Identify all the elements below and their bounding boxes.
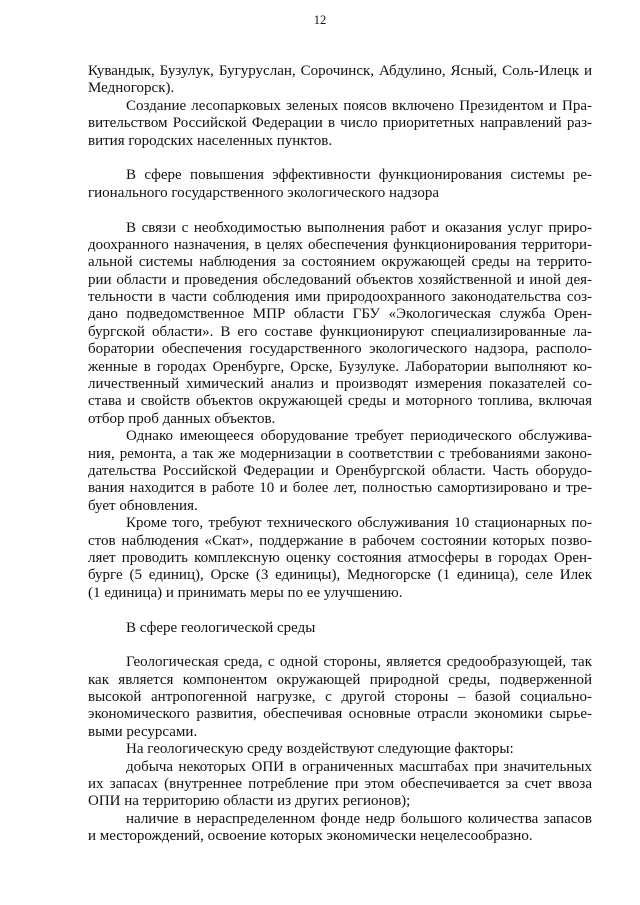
text-line: выми ресурсами. <box>88 723 198 740</box>
paragraph-geological-environment <box>88 654 592 741</box>
text-line: добыча некоторых ОПИ в ограниченных масштабах при значительных <box>126 758 592 775</box>
text-line: Медногорск). <box>88 80 175 97</box>
text-line: ния, ремонта, а так же модернизации в соответствии с требованиями законо- <box>88 445 592 462</box>
text-line: дано подведомственное МПР области ГБУ «Экологическая служба Орен- <box>88 306 592 323</box>
text-line: тельности в части соблюдения ими природоохранного законодательства соз- <box>88 289 592 306</box>
section-heading-geological-environment <box>88 620 592 637</box>
paragraph-green-belts <box>88 98 592 150</box>
text-line: Создание лесопарковых зеленых поясов включено Президентом и Пра- <box>126 97 592 114</box>
text-line: альной системы наблюдения за состоянием окружающей среды на террито- <box>88 254 592 271</box>
text-line: доохранного назначения, в целях обеспечения функционирования территори- <box>88 236 592 253</box>
text-line: личественный химический анализ и производят измерения показателей со- <box>88 376 592 393</box>
paragraph-ecological-service <box>88 220 592 429</box>
text-line: Кувандык, Бузулук, Бугуруслан, Сорочинск, Абдулино, Ясный, Соль-Илецк и <box>88 63 592 79</box>
paragraph-factors-intro <box>88 741 592 758</box>
text-line: как является компонентом окружающей природной среды, подверженной <box>88 671 592 688</box>
text-line: вительством Российской Федерации в число приоритетных направлений раз- <box>88 115 592 132</box>
body-text <box>88 63 592 846</box>
page-number: 12 <box>313 13 327 27</box>
text-line: экономического развития, обеспечивая основные отрасли экономики сырье- <box>88 706 592 723</box>
text-line: вития городских населенных пунктов. <box>88 132 333 149</box>
text-line: их запасах (внутреннее потребление при этом обеспечивается за счет ввоза <box>88 776 592 793</box>
text-line: ляет проводить комплексную оценку состояния атмосферы в городах Орен- <box>88 549 592 566</box>
text-line: и месторождений, освоение которых экономически нецелесообразно. <box>88 828 533 845</box>
text-line: отбор проб данных объектов. <box>88 410 276 427</box>
text-line: На геологическую среду воздействуют следующие факторы: <box>126 741 514 758</box>
text-line: наличие в нераспределенном фонде недр большого количества запасов <box>126 810 592 827</box>
text-line: высокой антропогенной нагрузке, с другой стороны – базой социально- <box>88 689 592 706</box>
paragraph-equipment <box>88 428 592 515</box>
text-line: рии области и проведения обследований объектов хозяйственной и иной дея- <box>88 271 592 288</box>
paragraph-monitoring-posts <box>88 515 592 602</box>
text-line: ОПИ на территорию области из других регионов); <box>88 793 411 810</box>
heading-line: В сфере геологической среды <box>126 619 316 636</box>
text-line: боратории обеспечения государственного экологического надзора, располо- <box>88 341 592 358</box>
text-line: бургской области». В его составе функционируют специализированные ла- <box>88 323 592 340</box>
text-line: бурге (5 единиц), Орске (3 единицы), Медногорске (1 единица), селе Илек <box>88 567 592 584</box>
text-line: Кроме того, требуют технического обслуживания 10 стационарных по- <box>126 515 592 532</box>
list-item-mining <box>88 759 592 811</box>
text-line: бует обновления. <box>88 497 198 514</box>
text-line: стов наблюдения «Скат», поддержание в рабочем состоянии которых позво- <box>88 532 592 549</box>
list-item-undistributed-fund <box>88 811 592 846</box>
text-line: (1 единица) и принимать меры по ее улучшению. <box>88 584 403 601</box>
paragraph-continued <box>88 63 592 98</box>
text-line: дательства Российской Федерации и Оренбургской области. Часть оборудо- <box>88 462 592 479</box>
section-heading-ecological-supervision <box>88 167 592 202</box>
text-line: Геологическая среда, с одной стороны, является средообразующей, так <box>126 654 592 671</box>
text-line: женные в городах Оренбурге, Орске, Бузулуке. Лаборатории выполняют ко- <box>88 358 592 375</box>
text-line: Однако имеющееся оборудование требует периодического обслужива- <box>126 428 592 445</box>
text-line: вания находится в работе 10 и более лет, полностью самортизировано и тре- <box>88 480 592 497</box>
text-line: става и свойств объектов окружающей среды и моторного топлива, включая <box>88 393 592 410</box>
heading-line: В сфере повышения эффективности функционирования системы ре- <box>126 167 592 184</box>
text-line: В связи с необходимостью выполнения работ и оказания услуг приро- <box>126 219 592 236</box>
heading-line: гионального государственного экологического надзора <box>88 184 439 201</box>
